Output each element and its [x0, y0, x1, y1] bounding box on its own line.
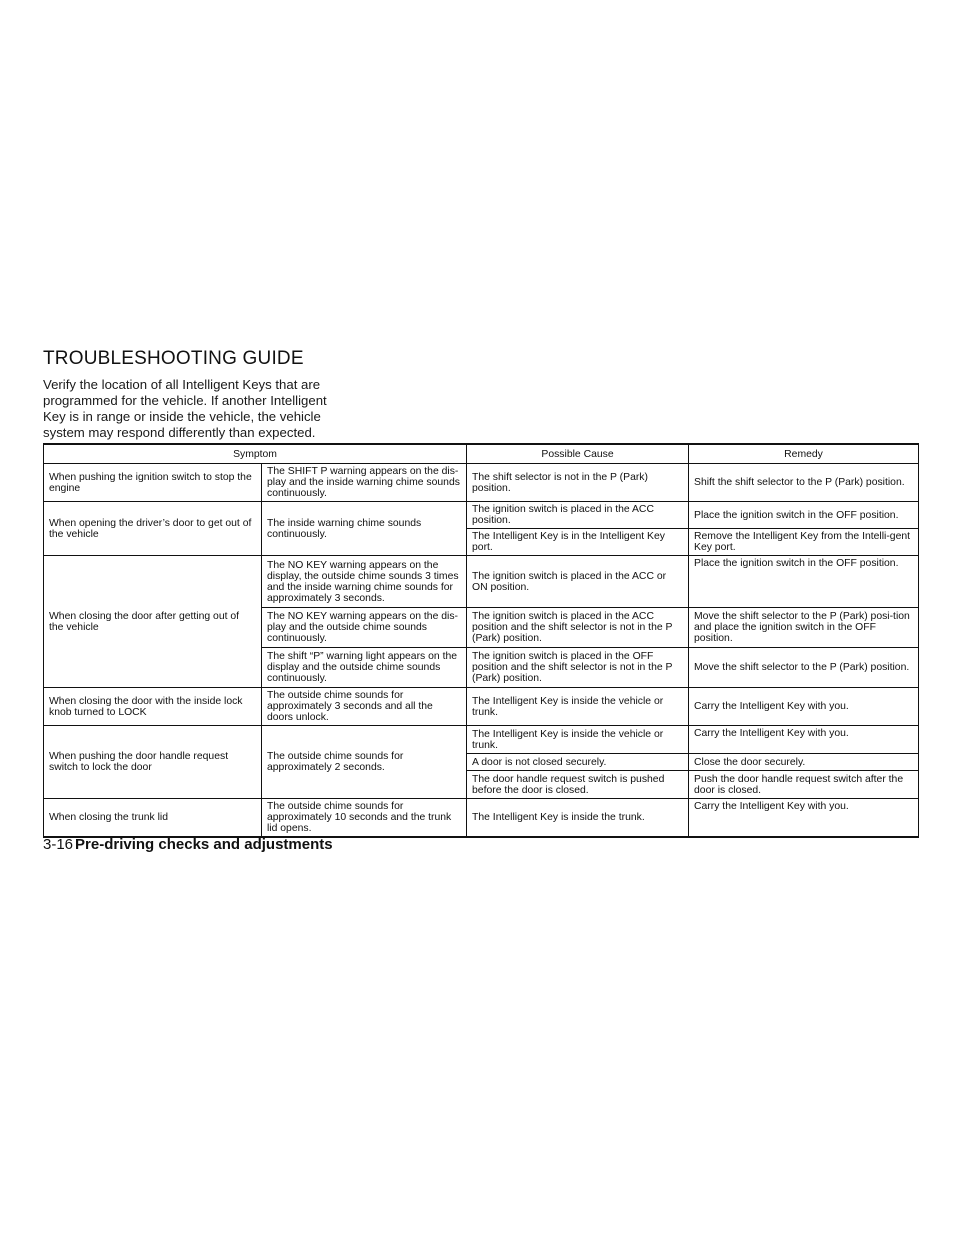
intro-line: Verify the location of all Intelligent Keys that are	[43, 377, 321, 392]
symptom-detail-cell: The SHIFT P warning appears on the dis-play and the inside warning chime sounds continuously.	[262, 464, 467, 502]
remedy-cell: Carry the Intelligent Key with you.	[689, 799, 919, 838]
table-row	[44, 799, 919, 838]
symptom-detail-cell: The shift “P” warning light appears on the display and the outside chime sounds continuously.	[262, 648, 467, 688]
intro-line: programmed for the vehicle. If another Intelligent	[43, 393, 327, 408]
symptom-detail-cell: The NO KEY warning appears on the display, the outside chime sounds 3 times and the inside warning chime sounds for approximately 3 seconds.	[262, 556, 467, 608]
intro-paragraph	[43, 377, 333, 441]
table-row	[44, 688, 919, 726]
symptom-detail-cell: The outside chime sounds for approximately 2 seconds.	[262, 726, 467, 799]
symptom-cell: When closing the door after getting out of the vehicle	[44, 556, 262, 688]
intro-line: system may respond differently than expected.	[43, 425, 316, 440]
symptom-cell: When closing the door with the inside lock knob turned to LOCK	[44, 688, 262, 726]
remedy-cell: Move the shift selector to the P (Park) position.	[689, 648, 919, 688]
possible-cause-cell: The door handle request switch is pushed before the door is closed.	[467, 771, 689, 799]
remedy-cell: Close the door securely.	[689, 754, 919, 771]
possible-cause-cell: A door is not closed securely.	[467, 754, 689, 771]
remedy-cell: Move the shift selector to the P (Park) posi-tion and place the ignition switch in the OFF position.	[689, 608, 919, 648]
page-number: 3-16	[43, 836, 74, 853]
possible-cause-cell: The Intelligent Key is inside the vehicle or trunk.	[467, 688, 689, 726]
troubleshooting-table	[43, 443, 919, 838]
symptom-detail-cell: The outside chime sounds for approximately 10 seconds and the trunk lid opens.	[262, 799, 467, 838]
symptom-cell: When pushing the ignition switch to stop the engine	[44, 464, 262, 502]
table-row	[44, 556, 919, 608]
symptom-detail-cell: The outside chime sounds for approximately 3 seconds and all the doors unlock.	[262, 688, 467, 726]
remedy-cell: Shift the shift selector to the P (Park) position.	[689, 464, 919, 502]
section-title: Pre-driving checks and adjustments	[75, 836, 333, 853]
possible-cause-cell: The ignition switch is placed in the OFF position and the shift selector is not in the P (Park) position.	[467, 648, 689, 688]
symptom-cell: When pushing the door handle request switch to lock the door	[44, 726, 262, 799]
section-heading: TROUBLESHOOTING GUIDE	[43, 348, 304, 369]
remedy-cell: Push the door handle request switch after the door is closed.	[689, 771, 919, 799]
possible-cause-cell: The Intelligent Key is in the Intelligent Key port.	[467, 529, 689, 556]
possible-cause-cell: The ignition switch is placed in the ACC or ON position.	[467, 556, 689, 608]
symptom-detail-cell: The NO KEY warning appears on the dis-play and the outside chime sounds continuously.	[262, 608, 467, 648]
possible-cause-cell: The Intelligent Key is inside the trunk.	[467, 799, 689, 838]
remedy-cell: Remove the Intelligent Key from the Intelli-gent Key port.	[689, 529, 919, 556]
remedy-cell: Place the ignition switch in the OFF position.	[689, 502, 919, 529]
symptom-cell: When closing the trunk lid	[44, 799, 262, 838]
header-possible-cause: Possible Cause	[467, 444, 689, 464]
page-footer	[43, 836, 333, 853]
remedy-cell: Carry the Intelligent Key with you.	[689, 688, 919, 726]
possible-cause-cell: The shift selector is not in the P (Park) position.	[467, 464, 689, 502]
table-header-row	[44, 444, 919, 464]
possible-cause-cell: The ignition switch is placed in the ACC position.	[467, 502, 689, 529]
remedy-cell: Carry the Intelligent Key with you.	[689, 726, 919, 754]
symptom-cell: When opening the driver’s door to get out of the vehicle	[44, 502, 262, 556]
possible-cause-cell: The Intelligent Key is inside the vehicle or trunk.	[467, 726, 689, 754]
table-row	[44, 726, 919, 754]
table-row	[44, 464, 919, 502]
symptom-detail-cell: The inside warning chime sounds continuously.	[262, 502, 467, 556]
table-row	[44, 502, 919, 529]
header-remedy: Remedy	[689, 444, 919, 464]
intro-line: Key is in range or inside the vehicle, the vehicle	[43, 409, 321, 424]
possible-cause-cell: The ignition switch is placed in the ACC position and the shift selector is not in the P (Park) position.	[467, 608, 689, 648]
remedy-cell: Place the ignition switch in the OFF position.	[689, 556, 919, 608]
header-symptom: Symptom	[44, 444, 467, 464]
